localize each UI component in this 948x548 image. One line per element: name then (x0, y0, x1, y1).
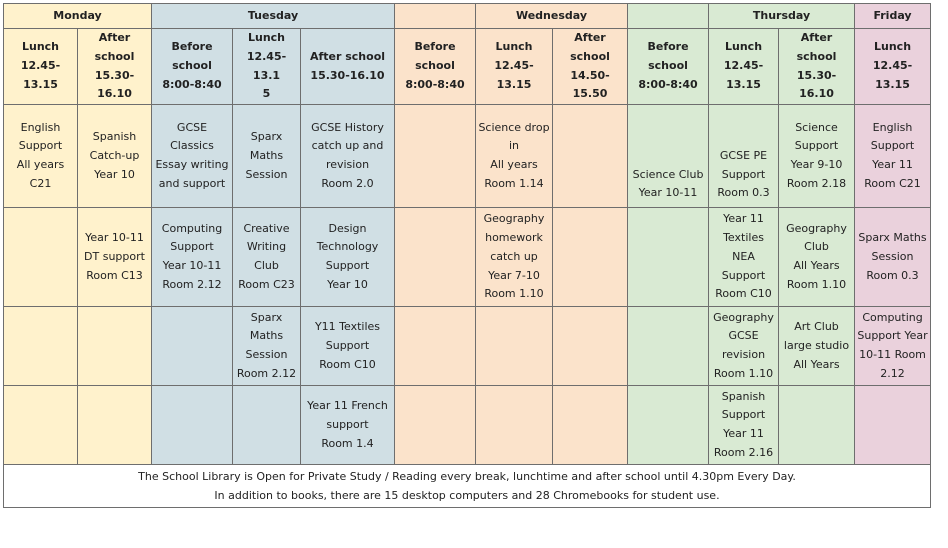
activity-cell: Year 11 French support Room 1.4 (301, 386, 395, 465)
session-header: After school 15.30-16.10 (779, 29, 855, 105)
day-header-monday: Monday (4, 4, 152, 29)
activity-cell: Creative Writing Club Room C23 (233, 208, 301, 307)
activity-cell: Computing Support Year 10-11 Room 2.12 (152, 208, 233, 307)
activity-cell: Sparx Maths Session (233, 105, 301, 208)
session-header: Lunch 12.45-13.15 (476, 29, 553, 105)
activity-cell: Y11 Textiles Support Room C10 (301, 307, 395, 386)
activity-cell (553, 307, 628, 386)
session-header-row (4, 29, 931, 105)
session-header: Lunch 12.45-13.15 (855, 29, 931, 105)
activity-row (4, 105, 931, 208)
activity-cell (4, 307, 78, 386)
activity-cell (78, 386, 152, 465)
day-header-friday: Friday (855, 4, 931, 29)
day-header-thursday: Thursday (709, 4, 855, 29)
session-header: Before school 8:00-8:40 (628, 29, 709, 105)
activity-cell: Sparx Maths Session Room 2.12 (233, 307, 301, 386)
activity-cell: English Support Year 11 Room C21 (855, 105, 931, 208)
activity-cell (152, 386, 233, 465)
activity-cell (395, 307, 476, 386)
activity-cell: Science Support Year 9-10 Room 2.18 (779, 105, 855, 208)
activity-cell (779, 386, 855, 465)
activity-cell (233, 386, 301, 465)
day-header-tuesday: Tuesday (152, 4, 395, 29)
activity-cell (78, 307, 152, 386)
activity-row (4, 386, 931, 465)
activity-cell (553, 105, 628, 208)
session-header: After school 14.50-15.50 (553, 29, 628, 105)
activity-cell: Geography homework catch up Year 7-10 Room 1.10 (476, 208, 553, 307)
activity-row (4, 208, 931, 307)
clubs-timetable (3, 3, 931, 508)
session-header: Lunch 12.45-13.15 (709, 29, 779, 105)
activity-cell: Year 11 Textiles NEA Support Room C10 (709, 208, 779, 307)
activity-cell: GCSE Classics Essay writing and support (152, 105, 233, 208)
activity-cell (628, 386, 709, 465)
session-header: After school 15.30-16.10 (78, 29, 152, 105)
day-header-wednesday: Wednesday (476, 4, 628, 29)
activity-cell: GCSE PE Support Room 0.3 (709, 105, 779, 208)
activity-cell: Spanish Catch-up Year 10 (78, 105, 152, 208)
activity-cell (4, 386, 78, 465)
activity-cell (553, 386, 628, 465)
library-footer-row (4, 465, 931, 508)
activity-cell (152, 307, 233, 386)
activity-cell (628, 307, 709, 386)
library-notice (4, 465, 931, 508)
activity-cell (395, 208, 476, 307)
activity-cell: Computing Support Year 10-11 Room 2.12 (855, 307, 931, 386)
day-header-wednesday-spacer (395, 4, 476, 29)
activity-cell: Geography Club All Years Room 1.10 (779, 208, 855, 307)
activity-cell (553, 208, 628, 307)
activity-cell: Geography GCSE revision Room 1.10 (709, 307, 779, 386)
activity-cell (476, 386, 553, 465)
activity-cell (4, 208, 78, 307)
session-header: Lunch 12.45-13.15 (4, 29, 78, 105)
day-header-row (4, 4, 931, 29)
activity-cell: Science Club Year 10-11 (628, 105, 709, 208)
activity-cell: Spanish Support Year 11 Room 2.16 (709, 386, 779, 465)
activity-cell (628, 208, 709, 307)
activity-cell: Sparx Maths Session Room 0.3 (855, 208, 931, 307)
session-header: Before school 8:00-8:40 (152, 29, 233, 105)
session-header: Before school 8:00-8:40 (395, 29, 476, 105)
activity-cell: Art Club large studio All Years (779, 307, 855, 386)
activity-cell (855, 386, 931, 465)
activity-cell (395, 105, 476, 208)
activity-cell (476, 307, 553, 386)
session-header: Lunch 12.45-13.1 5 (233, 29, 301, 105)
activity-cell: Year 10-11 DT support Room C13 (78, 208, 152, 307)
library-notice-line-1: The School Library is Open for Private Study / Reading every break, lunchtime and after school until 4.30pm Every Day. (138, 470, 796, 484)
activity-cell (395, 386, 476, 465)
library-notice-line-2: In addition to books, there are 15 desktop computers and 28 Chromebooks for student use. (214, 489, 720, 503)
activity-row (4, 307, 931, 386)
activity-cell: GCSE History catch up and revision Room 2.0 (301, 105, 395, 208)
session-header: After school 15.30-16.10 (301, 29, 395, 105)
activity-cell: Design Technology Support Year 10 (301, 208, 395, 307)
activity-cell: English Support All years C21 (4, 105, 78, 208)
day-header-thursday-spacer (628, 4, 709, 29)
activity-cell: Science drop in All years Room 1.14 (476, 105, 553, 208)
